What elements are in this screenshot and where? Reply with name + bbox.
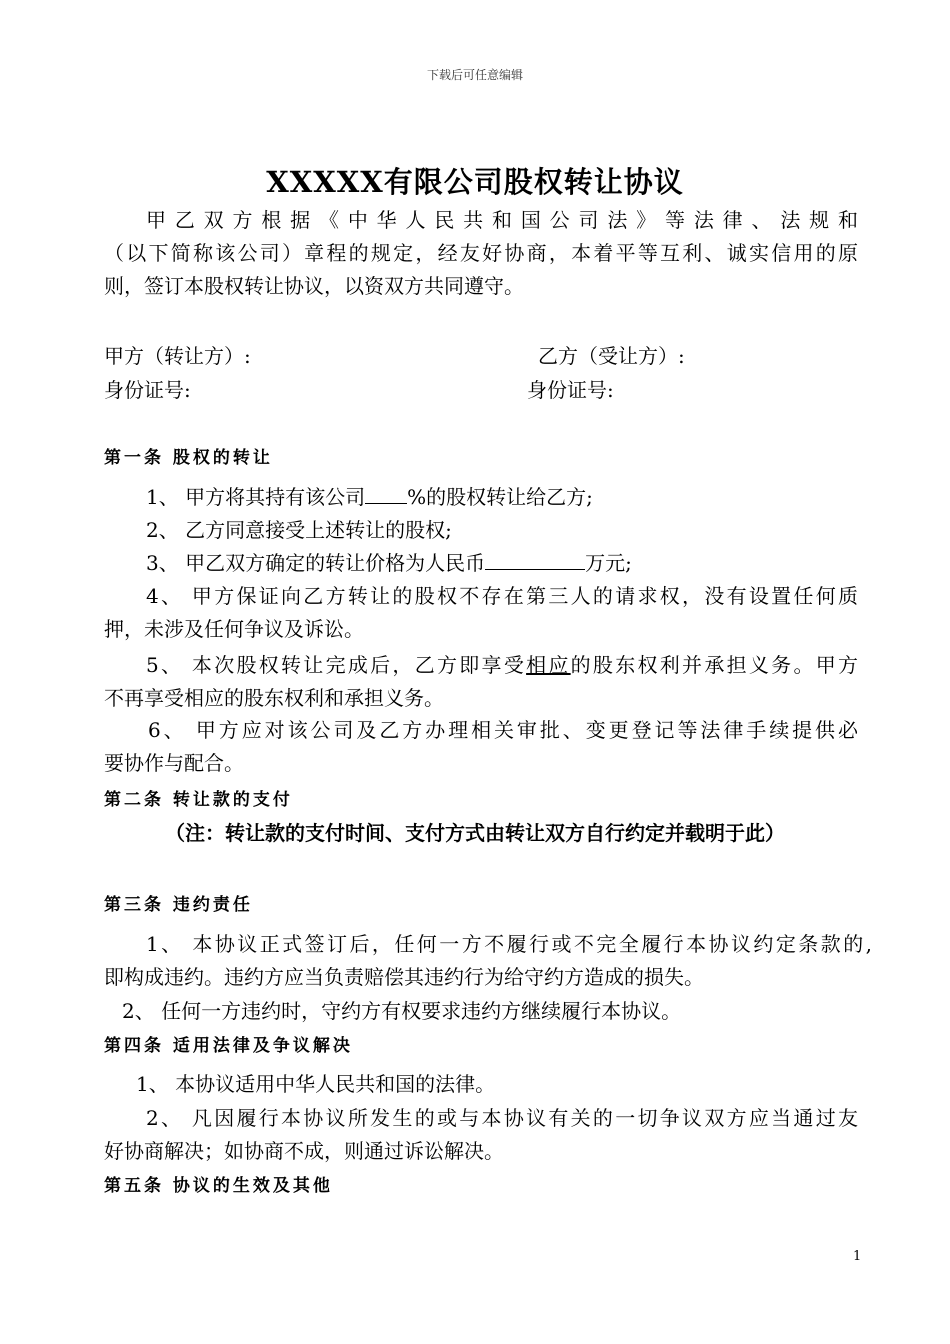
article-3-item-1-line-1: 1、 本协议正式签订后，任何一方不履行或不完全履行本协议约定条款的, bbox=[146, 932, 872, 956]
item-5-underlined-text: 相应 bbox=[526, 653, 571, 677]
article-4-item-2-line-2: 好协商解决；如协商不成，则通过诉讼解决。 bbox=[104, 1139, 504, 1163]
item-1-text-post: %的股权转让给乙方; bbox=[407, 485, 593, 509]
item-3-text-post: 万元; bbox=[585, 551, 632, 575]
percentage-blank[interactable] bbox=[365, 485, 407, 504]
article-1-item-6-line-2: 要协作与配合。 bbox=[104, 751, 244, 775]
party-a-label: 甲方（转让方）: bbox=[104, 344, 251, 368]
intro-line-3: 则，签订本股权转让协议，以资双方共同遵守。 bbox=[104, 274, 524, 298]
item-1-text-pre: 1、 甲方将其持有该公司 bbox=[146, 485, 366, 509]
article-2-heading: 第二条 转让款的支付 bbox=[104, 790, 293, 810]
header-note: 下载后可任意编辑 bbox=[426, 68, 523, 82]
article-3-item-1-line-2: 即构成违约。违约方应当负责赔偿其违约行为给守约方造成的损失。 bbox=[104, 965, 704, 989]
article-3-item-2: 2、 任何一方违约时，守约方有权要求违约方继续履行本协议。 bbox=[122, 999, 682, 1023]
price-blank[interactable] bbox=[485, 551, 585, 570]
article-1-item-2: 2、 乙方同意接受上述转让的股权; bbox=[146, 518, 452, 542]
party-b-id-label: 身份证号: bbox=[527, 378, 614, 402]
document-title: XXXXX有限公司股权转让协议 bbox=[266, 165, 684, 199]
article-1-item-5-line-2: 不再享受相应的股东权利和承担义务。 bbox=[104, 686, 444, 710]
article-1-item-1 bbox=[146, 481, 916, 510]
article-1-item-4-line-1: 4、 甲方保证向乙方转让的股权不存在第三人的请求权，没有设置任何质 bbox=[146, 584, 858, 608]
article-1-item-6-line-1: 6、 甲方应对该公司及乙方办理相关审批、变更登记等法律手续提供必 bbox=[148, 718, 858, 742]
article-4-heading: 第四条 适用法律及争议解决 bbox=[104, 1036, 353, 1056]
item-5-text-post: 的股东权利并承担义务。甲方 bbox=[570, 653, 858, 677]
item-5-text-pre: 5、 本次股权转让完成后，乙方即享受 bbox=[146, 653, 527, 677]
article-1-item-5-line-1 bbox=[146, 649, 858, 678]
item-3-text-pre: 3、 甲乙双方确定的转让价格为人民币 bbox=[146, 551, 486, 575]
article-4-item-2-line-1: 2、 凡因履行本协议所发生的或与本协议有关的一切争议双方应当通过友 bbox=[146, 1106, 858, 1130]
article-1-item-3 bbox=[146, 547, 916, 576]
party-b-label: 乙方（受让方）: bbox=[538, 344, 685, 368]
article-1-heading: 第一条 股权的转让 bbox=[104, 448, 273, 468]
intro-line-1: 甲乙双方根据《中华人民共和国公司法》等法律、法规和 bbox=[146, 208, 858, 232]
page-number: 1 bbox=[853, 1249, 862, 1264]
article-1-item-4-line-2: 押，未涉及任何争议及诉讼。 bbox=[104, 617, 364, 641]
article-4-item-1: 1、 本协议适用中华人民共和国的法律。 bbox=[136, 1072, 496, 1096]
article-2-note: （注：转让款的支付时间、支付方式由转让双方自行约定并载明于此） bbox=[165, 821, 785, 845]
article-3-heading: 第三条 违约责任 bbox=[104, 895, 253, 915]
intro-line-2: （以下简称该公司）章程的规定，经友好协商，本着平等互利、诚实信用的原 bbox=[104, 241, 858, 265]
article-5-heading: 第五条 协议的生效及其他 bbox=[104, 1176, 333, 1196]
party-a-id-label: 身份证号: bbox=[104, 378, 191, 402]
